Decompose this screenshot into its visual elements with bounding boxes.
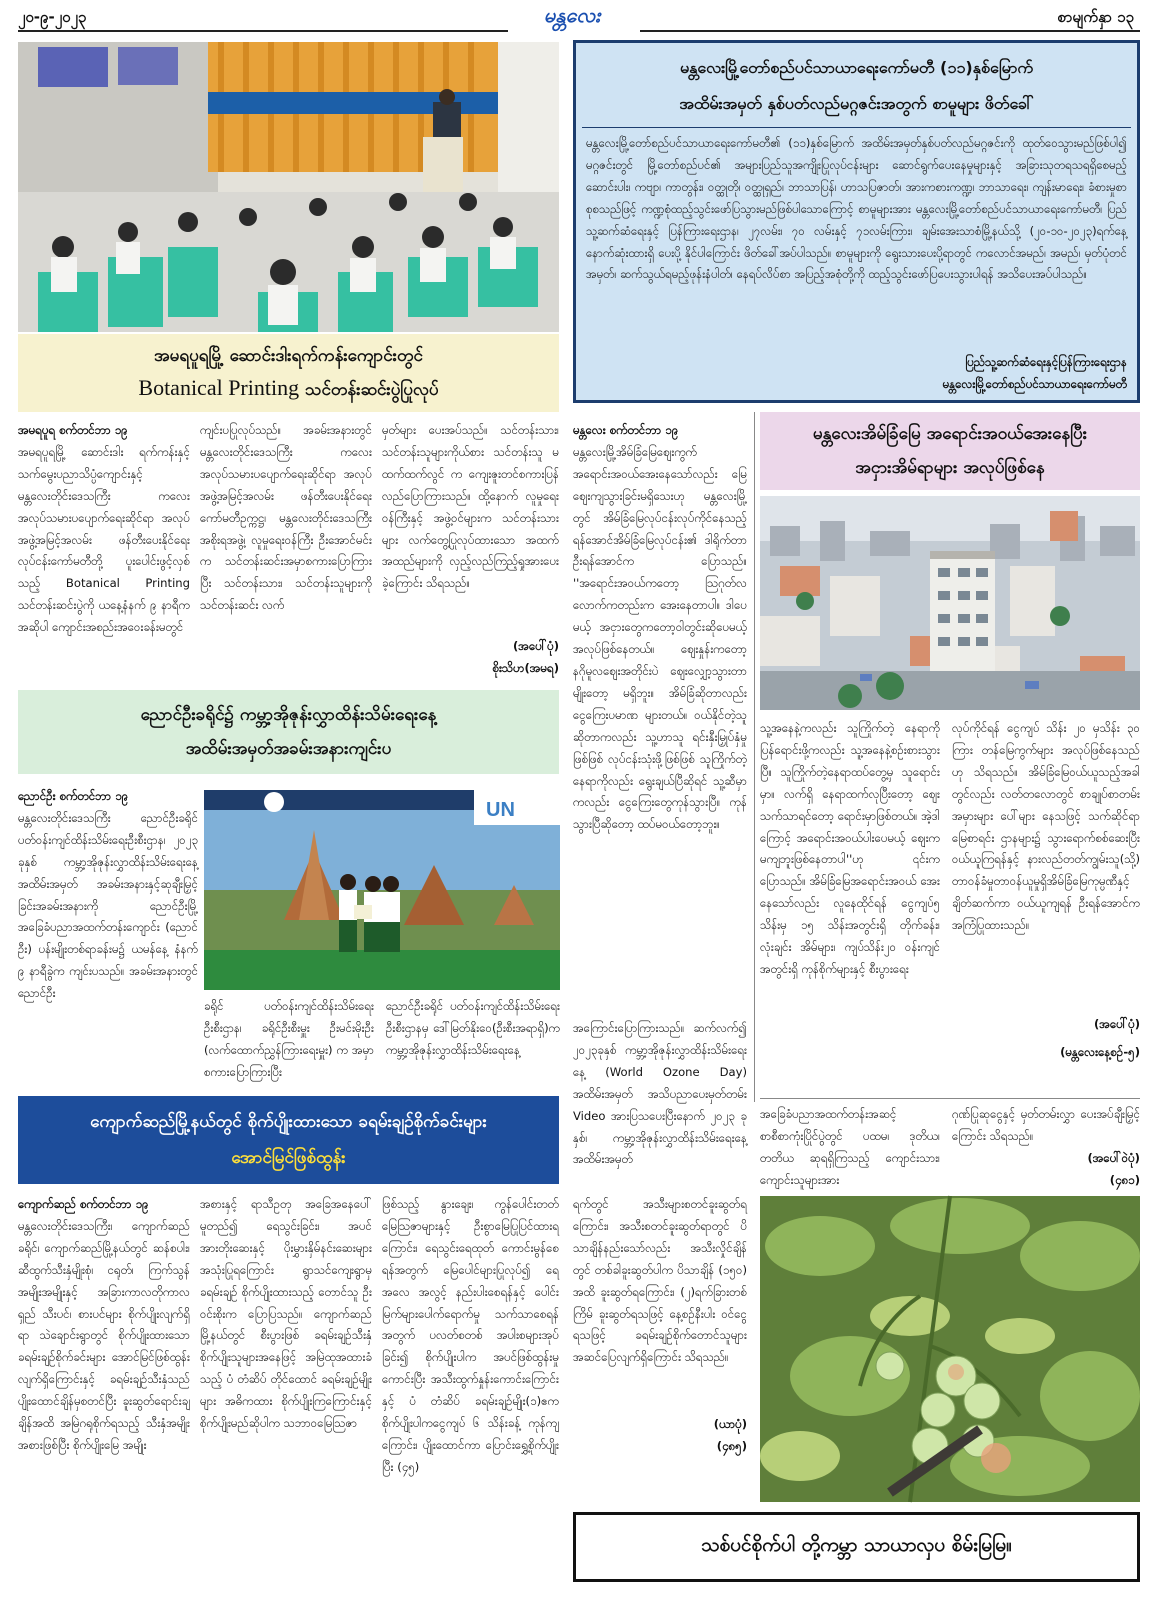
kyaukse-author: (၄၈၅) xyxy=(716,1438,747,1453)
kyaukse-credit-tag: (ယာပုံ) xyxy=(713,1417,747,1431)
botanical-headline xyxy=(18,334,559,412)
kyaukse-col4-text: ရက်တွင် အသီးများစတင်ခူးဆွတ်ရကြောင်း၊ အသီးစတင်ခူးဆွတ်ရာတွင် ပိသာချိန်နည်းသော်လည်း အသီးလှိုင်ချိန်တွင် တစ်ခါခူးဆွတ်ပါက ပိသာချိန် (၁၅၀) အထိ ခူးဆွတ်ရကြောင်း၊ (၂)ရက်ခြားတစ်ကြိမ် ခူးဆွတ်ရသဖြင့် နေ့စဉ်နီးပါး ဝင်ငွေရသဖြင့် ခရမ်းချဉ်စိုက်တောင်သူများ အဆင်ပြေလျက်ရှိကြောင်း သိရသည်။ xyxy=(573,1197,747,1365)
ozone-headline-line1: ညောင်ဦးခရိုင်၌ ကမ္ဘာ့အိုဇုန်းလွှာထိန်းသိမ်းရေးနေ့ xyxy=(140,705,437,725)
tomato-plant-photo xyxy=(760,1196,1140,1502)
kyaukse-headline-line1: ကျောက်ဆည်မြို့နယ်တွင် စိုက်ပျိုးထားသော ခရမ်းချဉ်စိုက်ခင်းများ xyxy=(90,1112,487,1132)
botanical-headline-line1: အမရပူရမြို့ ဆောင်းဒါးရက်ကန်းကျောင်းတွင် xyxy=(154,346,423,366)
botanical-column-1 xyxy=(18,420,190,680)
notice-body: မန္တလေးမြို့တော်စည်ပင်သာယာရေးကော်မတီ၏ (၁၁)နှစ်မြောက် အထိမ်းအမှတ်နှစ်ပတ်လည်မဂ္ဂဇင်းကို ထုတ်ဝေသွားမည်ဖြစ်ပါ၍ မဂ္ဂဇင်းတွင် မြို့တော်စည်ပင်၏ အများပြည်သူအကျိုးပြုလုပ်ငန်းများ ဆောင်ရွက်ပေးနေမှုများနှင့် အခြားသုတရသရရှိစေမည့် ဆောင်းပါး၊ ကဗျာ၊ ကာတွန်း၊ ဝတ္ထုတို၊ ဝတ္ထုရှည်၊ ဘာသာပြန်၊ ဟာသပြဇာတ်၊ အားကစားကဏ္ဍ၊ ဘာသာရေး၊ ကျန်းမာရေး၊ ခံစားမှုစာစုစသည်ဖြင့် ကဏ္ဍစုံထည့်သွင်းဖော်ပြသွားမည်ဖြစ်ပါသောကြောင့် စာမူများအား မန္တလေးမြို့တော်စည်ပင်သာယာရေးကော်မတီ၊ ပြည်သူ့ဆက်ဆံရေးနှင့် ပြန်ကြားရေးဌာန၊ ၂၇လမ်း၊ ၇၀ လမ်းနှင့် ၇၁လမ်းကြား၊ ချမ်းအေးသာစံမြို့နယ်သို့ (၂၀-၁၀-၂၀၂၃)ရက်နေ့ နောက်ဆုံးထားရှိ ပေးပို့ နိုင်ပါကြောင်း ဖိတ်ခေါ်အပ်ပါသည်။ စာမူများကို ရွေးသားပေးပို့ရာတွင် ကလောင်အမည်၊ အမည်၊ မှတ်ပုံတင်အမှတ်၊ ဆက်သွယ်ရမည့်ဖုန်းနံပါတ်၊ နေရပ်လိပ်စာ အပြည့်အစုံတို့ကို ထည့်သွင်းဖော်ပြပေးသွားပါရန် အသိပေးအပ်ပါသည်။ xyxy=(586,136,1127,282)
housing-headline-line2: အငှားအိမ်ရာများ အလုပ်ဖြစ်နေ xyxy=(855,458,1045,478)
kyaukse-column-1 xyxy=(18,1194,190,1594)
botanical-col3-text: မှတ်များ ပေးအပ်သည်။ သင်တန်းသား၊ သင်တန်းသူများကိုယ်စား သင်တန်းသူ မထက်ထက်လွင် က ကျေးဇူးတင်စကားပြန်လည်ပြောကြားသည်။ ထို့နောက် လူမှုရေးဝန်ကြီးနှင့် အဖွဲ့ဝင်များက သင်တန်းသားများ လက်တွေ့ပြုလုပ်ထားသော အထက်အထည်များကို လှည့်လည်ကြည့်ရှုအားပေး ခဲ့ကြောင်း သိရသည်။ xyxy=(382,423,559,591)
kyaukse-column-2 xyxy=(200,1194,372,1594)
ozone-headline xyxy=(18,690,559,774)
notice-box xyxy=(573,40,1140,403)
notice-title-line2: အထိမ်းအမှတ် နှစ်ပတ်လည်မဂ္ဂဇင်းအတွက် စာမူများ ဖိတ်ခေါ် xyxy=(679,94,1034,113)
housing-credit-tag: (အပေါ်ပုံ) xyxy=(1094,1017,1140,1031)
ozone-headline-line2: အထိမ်းအမှတ်အခမ်းအနားကျင်းပ xyxy=(185,739,392,759)
slogan-text: သစ်ပင်စိုက်ပါ တို့ကမ္ဘာ သာယာလှပ စိမ်းမြမြ။ xyxy=(701,1534,1012,1556)
city-aerial-photo xyxy=(760,496,1140,710)
housing-headline-line1: မန္တလေးအိမ်ခြံမြေ အရောင်းအဝယ်အေးနေပြီး xyxy=(812,424,1088,444)
masthead-logo: မန္တလေး xyxy=(543,3,601,27)
kyaukse-column-4 xyxy=(573,1194,747,1504)
housing-column-3 xyxy=(952,718,1140,1098)
botanical-credit xyxy=(382,636,559,658)
kyaukse-byline: ကျောက်ဆည် စက်တင်ဘာ ၁၉ xyxy=(18,1197,149,1211)
ozone-col6-text: ဂုဏ်ပြုဆုငွေနှင့် မှတ်တမ်းလွှာ ပေးအပ်ချီးမြှင့်ကြောင်း သိရသည်။ xyxy=(952,1107,1140,1143)
header-date: ၂၀-၉-၂၀၂၃ xyxy=(18,8,87,26)
botanical-credit-tag: (အပေါ်ပုံ) xyxy=(513,639,559,653)
ozone-rule xyxy=(760,1098,1140,1099)
ozone-author: (၄၈၁) xyxy=(1109,1172,1140,1187)
ozone-col3-text: ညောင်ဦးခရိုင် ပတ်ဝန်းကျင်ထိန်းသိမ်းရေးဦးစီးဌာနမှ ဒေါ်မြတ်နိုးဝေ(ဦးစီးအရာရှိ)က ကမ္ဘာ့အိုဇုန်းလွှာထိန်းသိမ်းရေးနေ့ xyxy=(386,999,560,1057)
ozone-col4-text: အကြောင်းပြောကြားသည်။ ဆက်လက်၍ ၂၀၂၃ခုနှစ် ကမ္ဘာ့အိုဇုန်းလွှာထိန်းသိမ်းရေးနေ့ (World Ozone Day) အထိမ်းအမှတ် အသိပညာပေးမှတ်တမ်း Video အားပြသပေးပြီးနောက် ၂၀၂၃ ခုနှစ်၊ ကမ္ဘာ့အိုဇုန်းလွှာထိန်းသိမ်းရေးနေ့ အထိမ်းအမှတ် xyxy=(573,1021,747,1167)
ozone-column-4 xyxy=(573,1018,747,1178)
notice-signature xyxy=(943,351,1127,395)
ozone-col1-text: မန္တလေးတိုင်းဒေသကြီး ညောင်ဦးခရိုင် ပတ်ဝန်းကျင်ထိန်းသိမ်းရေးဦးစီးဌာန၊ ၂၀၂၃ ခုနှစ် ကမ္ဘာ့အိုဇုန်းလွှာထိန်းသိမ်းရေးနေ့ အထိမ်းအမှတ် အခမ်းအနားနှင့်ဆုချီးမြှင့်ခြင်းအခမ်းအနားကို ညောင်ဦးမြို့ အခြေခံပညာအထက်တန်းကျောင်း (ညောင်ဦး) ပန်းမျိုးတစ်ရာခန်းမ၌ ယမန်နေ့ နံနက် ၉ နာရီခွဲက ကျင်းပသည်။ အခမ်းအနားတွင် ညောင်ဦး xyxy=(18,810,198,1001)
botanical-headline-line2 xyxy=(138,372,438,406)
housing-headline xyxy=(760,412,1140,490)
header-rule-left xyxy=(18,30,508,32)
housing-byline: မန္တလေး စက်တင်ဘာ ၁၉ xyxy=(573,423,679,437)
kyaukse-col3-text: ဖြစ်သည့် နွားချေး၊ ကွန်ပေါင်းတတ်မြေဩဇာများနှင့် ဦးစွာမြေပြုပြင်ထားရကြောင်း၊ ရေသွင်းရေထုတ် ကောင်းမွန်စေရန်အတွက် မြေပေါင်များပြုလုပ်၍ ရေ အလေ အလွင့် နည်းပါးစေရန်နှင့် ပေါင်းမြက်များပေါက်ရောက်မှု သက်သာစေရန်အတွက် ပလတ်စတစ် အပါးစများအုပ်ခြင်း၍ စိုက်ပျိုးပါက အပင်ဖြစ်ထွန်းမှုကောင်းပြီး အသီးထွက်နှုန်းကောင်းကြောင်းနှင့် ပံ တံဆိပ် ခရမ်းချဉ်မျိုး(၁)ဧက စိုက်ပျိုးပါကငွေကျပ် ၆ သိန်းခန့် ကုန်ကျကြောင်း၊ ပျိုးထောင်ကာ ပြောင်းရွှေ့စိုက်ပျိုးပြီး (၄၅) xyxy=(382,1197,559,1474)
housing-column-2 xyxy=(760,718,940,1098)
ozone-column-1 xyxy=(18,786,198,1076)
ozone-column-6 xyxy=(952,1104,1140,1187)
botanical-headline-rest: သင်တန်းဆင်းပွဲပြုလုပ် xyxy=(299,380,439,400)
botanical-headline-english: Botanical Printing xyxy=(138,375,300,400)
notice-sig-line1: ပြည်သူ့ဆက်ဆံရေးနှင့်ပြန်ကြားရေးဌာန xyxy=(965,355,1127,369)
kyaukse-column-3 xyxy=(382,1194,559,1594)
page-number: စာမျက်နှာ ၁၃ xyxy=(1057,8,1134,26)
ozone-column-3 xyxy=(386,996,560,1086)
ozone-col5-text: အခြေခံပညာအထက်တန်းအဆင့် စာစီစာကုံးပြိုင်ပွဲတွင် ပထမ၊ ဒုတိယ၊ တတိယ ဆုရရှိကြသည့် ကျောင်းသား၊ ကျောင်းသူများအား xyxy=(760,1107,940,1187)
notice-title-line1: မန္တလေးမြို့တော်စည်ပင်သာယာရေးကော်မတီ (၁၁)နှစ်မြောက် xyxy=(679,58,1034,77)
housing-col3-text: လုပ်ကိုင်ရန် ငွေကျပ် သိန်း ၂၀ မှသိန်း ၃၀ ကြား တန်မြေကွက်များ အလုပ်ဖြစ်နေသည်ဟု သိရသည်။ အိမ်ခြံမြေဝယ်ယူသည့်အခါ တွင်လည်း လတ်တလောတွင် စာချုပ်စာတမ်းအမှားများ ပေါ်များ နေသဖြင့် သက်ဆိုင်ရာမြေစာရင်း ဌာနများ၌ သွားရောက်စစ်ဆေးပြီး ဝယ်ယူကြရန်နှင့် နားလည်တတ်ကျွမ်းသူ(သို့) တာဝန်ခံမှုတာဝန်ယူမှုရှိအိမ်ခြံမြေကုမ္ပဏီနှင့် ချိတ်ဆက်ကာ ဝယ်ယူကျရန် ဦးရန်အောင်က အကြံပြုထားသည်။ xyxy=(952,721,1140,933)
notice-divider xyxy=(582,127,1131,128)
botanical-author: စိုးသိဟ(အမရ) xyxy=(492,660,559,675)
un-logo-text: UN xyxy=(486,799,515,821)
kyaukse-headline xyxy=(18,1096,559,1184)
housing-source: (မန္တလေးနေ့စဉ်-၅) xyxy=(1060,1044,1140,1059)
housing-column-divider xyxy=(754,412,755,1102)
kyaukse-credit xyxy=(573,1414,747,1436)
botanical-byline: အမရပူရ စက်တင်ဘာ ၁၉ xyxy=(18,423,128,437)
housing-credit xyxy=(952,1014,1140,1036)
housing-col2-text: သူ့အနေနဲ့ကလည်း သူကြိုက်တဲ့ နေရာကိုပြန်ရောင်းဖို့ကလည်း သူ့အနေနဲ့စဉ်းစားသွားပြီ။ သူကြိုက်တဲ့နေရာထပ်တွေ့မှ သူရောင်းမှာ။ လက်ရှိ နေရာထက်လုပြီးတော့ ဈေးသက်သာရင်တော့ ရောင်းမှာဖြစ်တယ်။ အဲ့ဒါကြောင့် အရောင်းအဝယ်ပါးပေမယ့် ဈေးက မကျဘူးဖြစ်နေတာပါ''ဟု ၎င်းကပြောသည်။ အိမ်ခြံမြေအရောင်းအဝယ် အေးနေသော်လည်း လူနေထိုင်ရန် ငွေကျပ်၅ သိန်းမှ ၁၅ သိန်းအတွင်းရှိ တိုက်ခန်း၊ လုံးချင်း အိမ်များ၊ ကျပ်သိန်း၂၀ ဝန်းကျင် အတွင်းရှိ ကုန်စိုက်များနှင့် စီးပွားရေး xyxy=(760,721,940,976)
ozone-column-2 xyxy=(204,996,374,1086)
kyaukse-col1-text: မန္တလေးတိုင်းဒေသကြီး၊ ကျောက်ဆည်ခရိုင်၊ ကျောက်ဆည်မြို့နယ်တွင် ဆန်စပါး၊ ဆီထွက်သီးနှံမျိုးစုံ၊ ငရုတ်၊ ကြက်သွန်အမျိုးအမျိုးနှင့် အခြားကာလတိုကာလရှည် သီးပင်၊ စားပင်များ စိုက်ပျိုးလျက်ရှိရာ သဲချောင်းရွာတွင် စိုက်ပျိုးထားသော ခရမ်းချဉ်စိုက်ခင်းများ အောင်မြင်ဖြစ်ထွန်းလျက်ရှိကြောင်းနှင့် ခရမ်းချဉ်သီးနှံသည် ပျိုးထောင်ချိန်မှစတင်ပြီး ခူးဆွတ်ရောင်းချချိန်အထိ အမြဲဂရုစိုက်ရသည့် သီးနှံအမျိုးအစားဖြစ်ပြီး စိုက်ပျိုးမြေ အမျိုး xyxy=(18,1218,190,1452)
botanical-column-3 xyxy=(382,420,559,680)
botanical-column-2 xyxy=(200,420,372,680)
classroom-photo xyxy=(18,42,559,332)
botanical-col2-text: ကျင်းပပြုလုပ်သည်။ အခမ်းအနားတွင် မန္တလေးတိုင်းဒေသကြီး ကလေးအလုပ်သမားပပျောက်ရေးဆိုင်ရာ အလုပ်အဖွဲ့အမြင့်အလမ်း ဖန်တီးပေးနိုင်ရေးကော်မတီဥက္ကဋ္ဌ၊ မန္တလေးတိုင်းဒေသကြီးအစိုးရအဖွဲ့၊ လူမှုရေးဝန်ကြီး ဦးအောင်မင်းက သင်တန်းဆင်းအမှာစကားပြောကြားပြီး သင်တန်းသား၊ သင်တန်းသူများကို သင်တန်းဆင်း လက် xyxy=(200,423,372,613)
header-rule-right xyxy=(640,30,1140,32)
slogan-box xyxy=(573,1512,1140,1582)
ozone-ceremony-photo xyxy=(204,790,560,990)
ozone-column-5 xyxy=(760,1104,940,1187)
ozone-credit xyxy=(952,1148,1140,1170)
notice-title xyxy=(576,47,1137,125)
kyaukse-col2-text: အစားနှင့် ရာသီဥတု အခြေအနေပေါ်မူတည်၍ ရေသွင်းခြင်း၊ အပင်အားတိုးဆေးနှင့် ပိုးမွှားနှိမ်နင်းဆေးများ အသုံးပြုရကြောင်း ရွာသင်ကျေးရွာမှ ခရမ်းချဉ် စိုက်ပျိုးထားသည့် တောင်သူ ဦးဝင်းစိုးက ပြောပြသည်။ ကျောက်ဆည်မြို့နယ်တွင် စီးပွားဖြစ် ခရမ်းချဉ်သီးနှံစိုက်ပျိုးသူများအနေဖြင့် အမြဲထုအထားခံ သည့် ပံ တံဆိပ် တိုင်ထောင် ခရမ်းချဉ်မျိုးများ အဓိကထား စိုက်ပျိုးကြကြောင်းနှင့် စိုက်ပျိုးမည်ဆိုပါက သဘာဝမြေဩဇာ xyxy=(200,1197,372,1431)
housing-col1-text: မန္တလေးမြို့အိမ်ခြံမြေဈေးကွက် အရောင်းအဝယ်အေးနေသော်လည်း မြေဈေးကျသွားခြင်းမရှိသေးဟု မန္တလေးမြို့တွင် အိမ်ခြံမြေလုပ်ငန်းလုပ်ကိုင်နေသည့် ရန်အောင်အိမ်ခြံမြေလုပ်ငန်း၏ ဒါရိုက်တာ ဦးရန်အောင်က ပြောသည်။ ''အရောင်းအဝယ်ကတော့ ဩဂုတ်လလောက်ကတည်းက အေးနေတာပါ။ ဒါပေမယ့် အငှားတွေကတော့ဝါတွင်းဆိုပေမယ့် အလုပ်ဖြစ်နေတယ်။ ဈေးနှုန်းကတော့ နဂိုမူလဈေးအတိုင်းပဲ ဈေးလျှော့သွားတာမျိုးတော့ မရှိဘူး။ အိမ်ခြံဆိုတာလည်း ငွေကြေးပမာဏ များတယ်။ ဝယ်နိုင်တဲ့သူဆိုတာကလည်း သူ့ဟာသူ ရင်းနှီးမြှုပ်နှံမှုဖြစ်ဖြစ် လုပ်ငန်းသုံးဖို့ဖြစ်ဖြစ် သူကြိုက်တဲ့နေရာကိုလည်း ရွေးချယ်ပြီဆိုရင် သူ့ဆီမှာကလည်း ငွေကြေးတွေကုန်သွားပြီ။ ကုန်သွားပြီဆိုတော့ ထပ်မဝယ်တော့ဘူး။ xyxy=(573,444,747,832)
ozone-credit-tag: (အပေါ်ဝဲပုံ) xyxy=(1087,1150,1140,1165)
ozone-col2-text: ခရိုင် ပတ်ဝန်းကျင်ထိန်းသိမ်းရေးဦးစီးဌာန၊ ခရိုင်ဦးစီးမှူး ဦးမင်းမိုးဦး (လက်ထောက်ညွှန်ကြားရေးမှူး) က အမှာစကားပြောကြားပြီး xyxy=(204,999,374,1079)
kyaukse-headline-line2: အောင်မြင်ဖြစ်ထွန်း xyxy=(231,1148,346,1168)
housing-column-1 xyxy=(573,420,747,1010)
ozone-byline: ညောင်ဦး စက်တင်ဘာ ၁၉ xyxy=(18,789,129,803)
notice-sig-line2: မန္တလေးမြို့တော်စည်ပင်သာယာရေးကော်မတီ xyxy=(942,377,1127,391)
botanical-col1-text: အမရပူရမြို့ ဆောင်းဒါး ရက်ကန်းနှင့် သက်မွေးပညာသိပ္ပံကျောင်းနှင့် မန္တလေးတိုင်းဒေသကြီး ကလေးအလုပ်သမားပပျောက်ရေးဆိုင်ရာ အလုပ်အဖွဲ့အမြင့်အလမ်း ဖန်တီးပေးနိုင်ရေးလုပ်ငန်းကော်မတီတို့ ပူးပေါင်းဖွင့်လှစ်သည့် Botanical Printing သင်တန်းဆင်းပွဲကို ယနေ့နံနက် ၉ နာရီက အဆိုပါ ကျောင်းအစည်းအဝေးခန်းမတွင် xyxy=(18,444,190,635)
